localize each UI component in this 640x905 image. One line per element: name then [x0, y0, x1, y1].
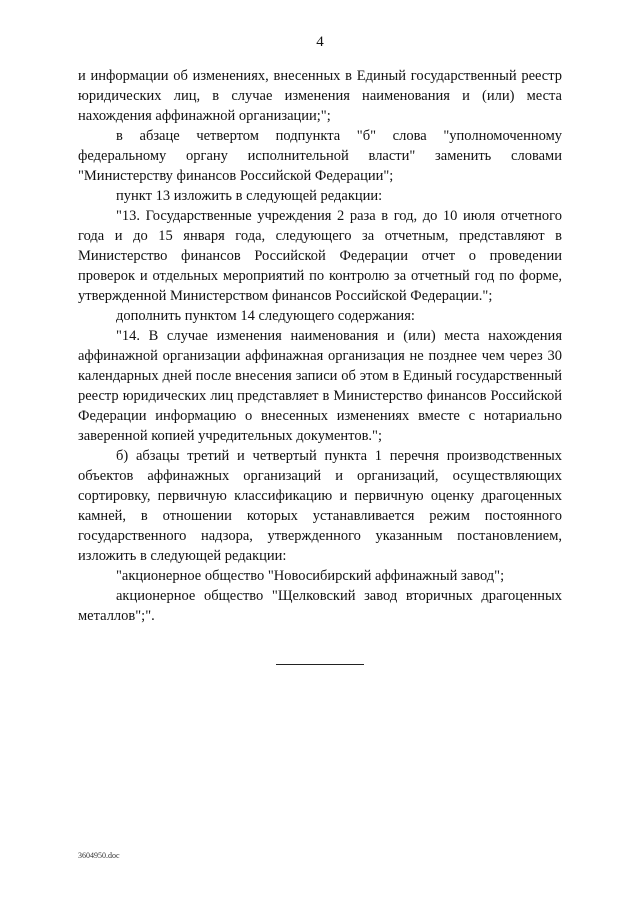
- paragraph-clause-14-intro: дополнить пунктом 14 следующего содержания:: [116, 308, 415, 324]
- footer-filename: 3604950.doc: [78, 851, 120, 860]
- paragraph-novosibirsk-plant: "акционерное общество "Новосибирский аффинажный завод";: [116, 568, 505, 584]
- end-separator-line: [276, 664, 364, 665]
- paragraph-clause-14-text: "14. В случае изменения наименования и (или) места нахождения аффинажной организации аффинажная организация не позднее чем через 30 календарных дней после внесения записи об этом в Единый государственный реестр юридических лиц представляет в Министерство финансов Российской Федерации информацию о внесенных изменениях вместе с нотариально заверенной копией учредительных документов.";: [78, 328, 562, 444]
- paragraph-item-b: б) абзацы третий и четвертый пункта 1 перечня производственных объектов аффинажных организаций и организаций, осуществляющих сортировку, первичную классификацию и первичную оценку драгоценных камней, в отношении которых устанавливается режим постоянного государственного надзора, утвержденного указанным постановлением, изложить в следующей редакции:: [78, 448, 562, 564]
- paragraph-subclause-b-amendment: в абзаце четвертом подпункта "б" слова "уполномоченному федеральному органу исполнительной власти" заменить словами "Министерству финансов Российской Федерации";: [78, 128, 562, 184]
- paragraph-clause-13-intro: пункт 13 изложить в следующей редакции:: [116, 188, 383, 204]
- page-number: 4: [316, 34, 324, 50]
- paragraph-continuation: и информации об изменениях, внесенных в Единый государственный реестр юридических лиц, в случае изменения наименования и (или) места нахождения аффинажной организации;";: [78, 68, 562, 124]
- paragraph-shchelkovo-plant: акционерное общество "Щелковский завод вторичных драгоценных металлов";".: [78, 588, 562, 624]
- document-body: [78, 66, 562, 626]
- paragraph-clause-13-text: "13. Государственные учреждения 2 раза в год, до 10 июля отчетного года и до 15 января года, следующего за отчетным, представляют в Министерство финансов Российской Федерации отчет о проведении проверок и отдельных мероприятий по контролю за отчетный год по форме, утвержденной Министерством финансов Российской Федерации.";: [78, 208, 562, 304]
